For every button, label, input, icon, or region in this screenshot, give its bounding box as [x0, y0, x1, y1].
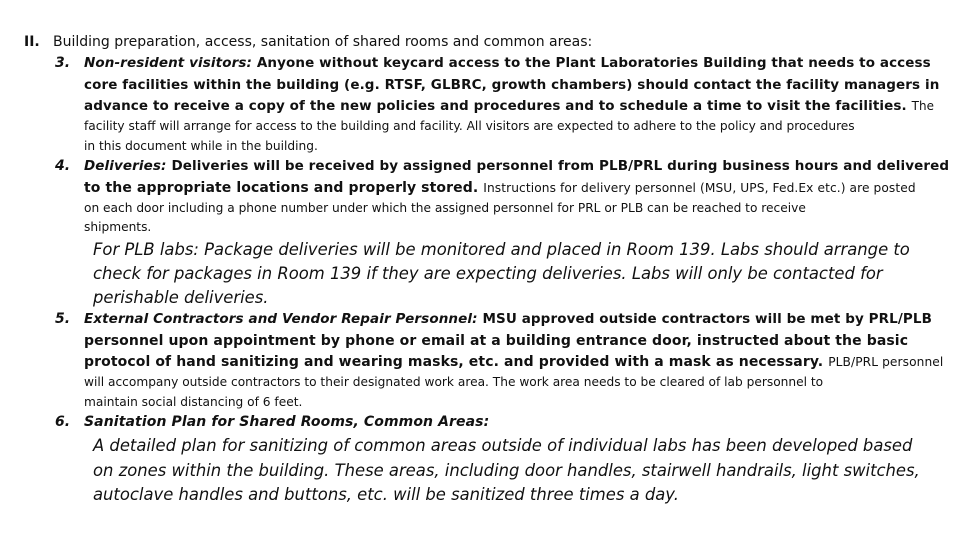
item-5-line1-text: MSU approved outside contractors will be met by PRL/PLB: [482, 311, 932, 327]
item-3-line5: in this document while in the building.: [84, 139, 318, 153]
section-title: Building preparation, access, sanitation of shared rooms and common areas:: [53, 34, 593, 50]
section-number: II.: [24, 34, 40, 50]
item-5-line3-small: PLB/PRL personnel: [828, 355, 944, 369]
item-4-line2-small: Instructions for delivery personnel (MSU, UPS, Fed.Ex etc.) are posted: [483, 181, 916, 195]
item-5-label: External Contractors and Vendor Repair Personnel:: [84, 311, 478, 327]
item-4-line1: [84, 158, 949, 174]
item-4-note-line1: For PLB labs: Package deliveries will be monitored and placed in Room 139. Labs should arrange to: [93, 240, 910, 259]
item-4-line3: on each door including a phone number under which the assigned personnel for PRL or PLB can be reached to receive: [84, 201, 806, 215]
item-4-number: 4.: [55, 158, 71, 174]
item-6-note-line2: on zones within the building. These areas, including door handles, stairwell handrails, light switches,: [93, 461, 920, 480]
item-6-note-line1: A detailed plan for sanitizing of common areas outside of individual labs has been developed based: [93, 436, 913, 455]
item-3-line4: facility staff will arrange for access to the building and facility. All visitors are expected to adhere to the policy and procedures: [84, 119, 855, 133]
item-4-line2-text: to the appropriate locations and properly stored.: [84, 180, 479, 196]
item-3-number: 3.: [55, 55, 71, 71]
item-5-line4: will accompany outside contractors to their designated work area. The work area needs to be cleared of lab personnel to: [84, 375, 824, 389]
item-6-number: 6.: [55, 414, 71, 430]
item-5-line5: maintain social distancing of 6 feet.: [84, 395, 303, 409]
item-5-number: 5.: [55, 311, 71, 327]
item-3-line1-text: Anyone without keycard access to the Plant Laboratories Building that needs to access: [256, 55, 931, 71]
item-4-line1-text: Deliveries will be received by assigned personnel from PLB/PRL during business hours and delivered: [171, 158, 950, 174]
item-5-line1: [84, 311, 932, 327]
item-5-line3-text: protocol of hand sanitizing and wearing masks, etc. and provided with a mask as necessary.: [84, 354, 824, 370]
item-3-line1: [84, 55, 931, 71]
item-6-note-line3: autoclave handles and buttons, etc. will be sanitized three times a day.: [93, 485, 679, 504]
item-6-line1: [84, 414, 489, 430]
item-3-label: Non-resident visitors:: [84, 55, 252, 71]
item-3-line2: core facilities within the building (e.g. RTSF, GLBRC, growth chambers) should contact the facility managers in: [84, 77, 940, 93]
item-3-line3-text: advance to receive a copy of the new policies and procedures and to schedule a time to visit the facilities.: [84, 98, 907, 114]
item-3-line3-small: The: [911, 99, 935, 113]
item-4-note-line2: check for packages in Room 139 if they are expecting deliveries. Labs will only be contacted for: [93, 264, 883, 283]
item-4-line4: shipments.: [84, 220, 152, 234]
item-4-label: Deliveries:: [84, 158, 167, 174]
item-6-label: Sanitation Plan for Shared Rooms, Common Areas:: [84, 414, 490, 430]
item-4-note-line3: perishable deliveries.: [93, 288, 269, 307]
item-4-line2: [84, 180, 916, 196]
item-3-line3: [84, 98, 934, 114]
item-5-line2: personnel upon appointment by phone or email at a building entrance door, instructed about the basic: [84, 333, 909, 349]
item-5-line3: [84, 354, 943, 370]
